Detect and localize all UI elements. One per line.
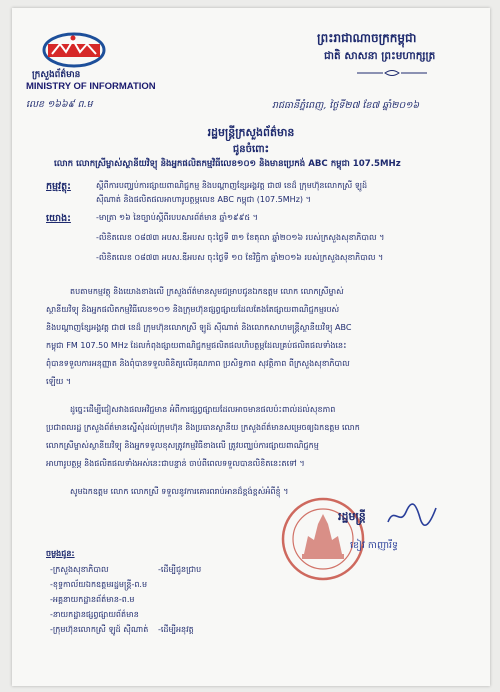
copy-purpose: -ដើម្បីអនុវត្ត: [158, 625, 194, 634]
body-line: ពុំបានទទួលការអនុញ្ញាត និងពុំបានទទួលពិនិត្យលើគុណភាព ប្រសិទ្ធភាព សុវត្ថិភាព ពីក្រសួងសុខាភិបាល: [46, 359, 350, 368]
letter-page: [12, 8, 490, 686]
addressed-to: ជូនចំពោះ: [232, 144, 270, 155]
body-line: លោកស្រីម្ចាស់ស្ថានីយវិទ្យុ និងអ្នកទទួលខុសត្រូវកម្មវិធីខាងលើ ត្រូវបញ្ឈប់ការផ្សាយពាណិជ្ជកម្ម: [46, 441, 319, 450]
date-line: រាជធានីភ្នំពេញ, ថ្ងៃទី២៧ ខែ៧ ឆ្នាំ២០១៦: [272, 100, 420, 111]
copy-recipient: -ខុទ្ទកាល័យឯកឧត្តមរដ្ឋមន្ត្រី-ព.ម: [50, 580, 148, 589]
ornament-divider-icon: [357, 68, 427, 78]
body-line: តបតាមកម្មវត្ថុ និងយោងខាងលើ ក្រសួងព័ត៌មានសូមជម្រាបជូនឯកឧត្តម លោក លោកស្រីម្ចាស់: [70, 287, 344, 296]
body-line: ប្រជាពលរដ្ឋ ក្រសួងព័ត៌មានស្នើសុំដល់ក្រុមហ៊ុន និងប្រធានស្ថានីយ ក្រសួងព័ត៌មានសម្រេចឲ្យឯកឧត្តម លោក: [46, 423, 360, 432]
copy-recipient: -អគ្គនាយកដ្ឋានព័ត៌មាន-ព.ម: [50, 595, 135, 604]
ministry-logo-icon: [42, 30, 106, 70]
body-line: និងបណ្តាញខ្សែអង្គវត្ត ជា៧ ខេដ៏ ក្រុមហ៊ុនលោកស្រី ឡូដ៍ ស៊ីណាត់ និងលោកសាហមន្ត្រីស្ថានីយវិទ្យុ ABC: [46, 323, 352, 332]
copy-recipient: -ក្រសួងសុខាភិបាល: [50, 565, 109, 574]
reference-item: -លិខិតលេខ ០៨៧៣ អបស.ឌីអបស ចុះថ្ងៃទី ៣១ ខែតុលា ឆ្នាំ២០១៦ របស់ក្រសួងសុខាភិបាល ។: [96, 233, 385, 242]
ministry-name-khmer: ក្រសួងព័ត៌មាន: [32, 70, 81, 80]
subject-line: ស៊ីណាត់ និងផលិតផលអាហារូបត្ថម្ភលេខ ABC កម្ពុជា (107.5MHz) ។: [96, 195, 311, 204]
body-line: ឡើយ ។: [46, 377, 72, 386]
ministry-name-english: MINISTRY OF INFORMATION: [26, 81, 156, 92]
national-motto: ជាតិ សាសនា ព្រះមហាក្សត្រ: [324, 50, 436, 62]
subject-line: ស្តីពីការបញ្ឈប់ការផ្សាយពាណិជ្ជកម្ម និងបណ្តាញខ្សែអង្គវត្ត ជា៧ ខេដ៏ ក្រុមហ៊ុនលោកស្រី ឡូដ៍: [96, 181, 368, 190]
body-line: ស្ថានីយវិទ្យុ និងអ្នកផលិតកម្មវិធីលេខ១០១ និងក្រុមហ៊ុនផ្សព្វផ្សាយដែលតែងតែផ្សាយពាណិជ្ជកម្មរបស់: [46, 305, 340, 314]
copy-recipient: -ក្រុមហ៊ុនលោកស្រី ឡូដ៍ ស៊ីណាត់: [50, 625, 149, 634]
reference-item: -មាត្រា ១៦ នៃច្បាប់ស្តីពីរបបសារព័ត៌មាន ឆ្នាំ១៩៩៥ ។: [96, 213, 258, 222]
reference-number: លេខ ១៦៦៩ ព.ម: [26, 99, 93, 110]
recipient-heading: លោក លោកស្រីម្ចាស់ស្ថានីយវិទ្យុ និងអ្នកផលិតកម្មវិធីលេខ១០១ និងមានប្រេកង់ ABC កម្ពុជា 107.5MHz: [54, 159, 401, 169]
signatory-name: ខៀវ កាញារីទ្ធ: [350, 540, 399, 551]
closing-line: សូមឯកឧត្តម លោក លោកស្រី ទទួលនូវការគោរពរាប់អានដ៏ខ្ពង់ខ្ពស់អំពីខ្ញុំ ។: [70, 487, 289, 496]
copy-recipient: -នាយកដ្ឋានផ្សព្វផ្សាយព័ត៌មាន: [50, 610, 139, 619]
copy-purpose: -ដើម្បីជូនជ្រាប: [158, 565, 202, 574]
handwritten-signature-icon: [384, 502, 440, 528]
signatory-title: រដ្ឋមន្ត្រី: [338, 510, 366, 523]
reference-label: យោង:: [46, 213, 71, 224]
body-line: ដូច្នេះដើម្បីជៀសវាងផលអវិជ្ជមាន អំពីការផ្សព្វផ្សាយដែលអាចមានផលប៉ះពាល់ដល់សុខភាព: [70, 405, 336, 414]
kingdom-title: ព្រះរាជាណាចក្រកម្ពុជា: [317, 31, 417, 45]
copy-list-label: ចម្លងជូន:: [46, 549, 75, 558]
subject-label: កម្មវត្ថុ:: [46, 181, 71, 192]
body-line: កម្ពុជា FM 107.50 MHz ដែលកំពុងផ្សាយពាណិជ្ជកម្មផលិតផលហិបត្ថម្ភដែលគ្រប់ផលិតផលទាំងនេះ: [46, 341, 347, 350]
reference-item: -លិខិតលេខ ០៨៧៣ អបស.ឌីអបស ចុះថ្ងៃទី ១០ ខែវិច្ឆិកា ឆ្នាំ២០១៦ របស់ក្រសួងសុខាភិបាល ។: [96, 253, 384, 262]
sender-title: រដ្ឋមន្ត្រីក្រសួងព័ត៌មាន: [207, 126, 295, 139]
body-line: អាហារូបត្ថម្ភ និងផលិតផលទាំងអស់នេះជាបន្ទាន់ ចាប់ពីពេលទទួលបានលិខិតនេះតទៅ ។: [46, 459, 305, 468]
